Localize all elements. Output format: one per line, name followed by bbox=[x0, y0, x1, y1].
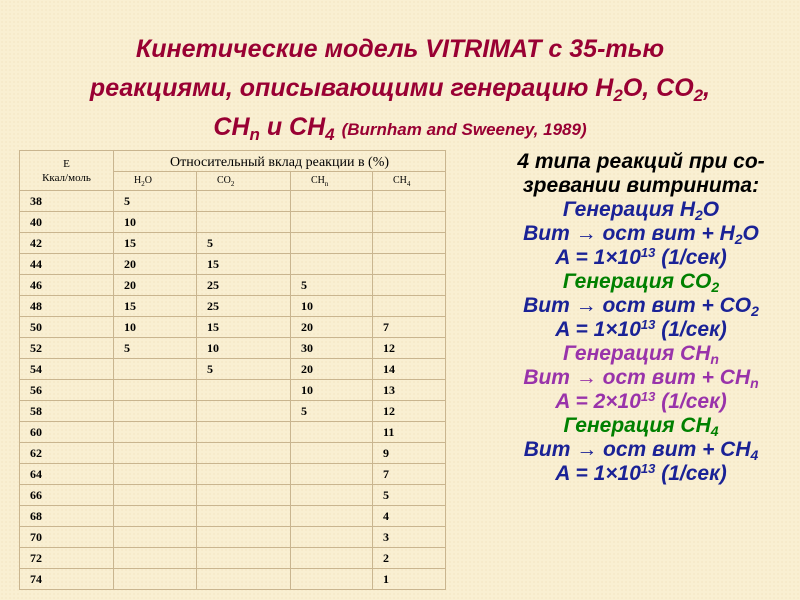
contribution-cell: 25 bbox=[197, 275, 291, 296]
table-row bbox=[20, 212, 446, 233]
contribution-cell: 10 bbox=[291, 296, 373, 317]
contribution-cell bbox=[114, 443, 197, 464]
energy-cell: 38 bbox=[20, 191, 114, 212]
contribution-cell bbox=[291, 464, 373, 485]
contribution-cell bbox=[197, 569, 291, 590]
contribution-cell: 30 bbox=[291, 338, 373, 359]
contribution-cell: 12 bbox=[373, 338, 446, 359]
contribution-cell bbox=[197, 548, 291, 569]
contribution-cell: 7 bbox=[373, 464, 446, 485]
table-row bbox=[20, 506, 446, 527]
table-row bbox=[20, 548, 446, 569]
contribution-cell: 14 bbox=[373, 359, 446, 380]
chn-reaction-equation: Вит → ост вит + $CH_n$ bbox=[523, 366, 759, 391]
contribution-cell bbox=[114, 485, 197, 506]
energy-cell: 64 bbox=[20, 464, 114, 485]
co2-generation-label: Генерация $CO_2$ bbox=[562, 270, 720, 295]
contribution-cell bbox=[291, 443, 373, 464]
contribution-cell: 5 bbox=[373, 485, 446, 506]
intro-line-2: зревании витринита: bbox=[522, 174, 760, 197]
reactions-panel bbox=[496, 150, 786, 486]
contribution-cell: 25 bbox=[197, 296, 291, 317]
table-row bbox=[20, 275, 446, 296]
co2-reaction-equation: Вит → ост вит + $CO_2$ bbox=[523, 294, 759, 319]
contribution-header: Относительный вклад реакции в (%) bbox=[114, 151, 446, 172]
table-row bbox=[20, 422, 446, 443]
contribution-cell: 15 bbox=[114, 233, 197, 254]
table-row bbox=[20, 464, 446, 485]
title-line-3: $CH_n$ и $CH_4$ (Burnham and Sweeney, 1989) bbox=[213, 113, 587, 144]
contribution-cell: 5 bbox=[114, 191, 197, 212]
contribution-cell bbox=[197, 443, 291, 464]
energy-cell: 54 bbox=[20, 359, 114, 380]
energy-cell: 62 bbox=[20, 443, 114, 464]
contribution-cell bbox=[291, 422, 373, 443]
contribution-cell: 15 bbox=[197, 254, 291, 275]
table-row bbox=[20, 233, 446, 254]
contribution-cell: 20 bbox=[291, 359, 373, 380]
contribution-cell bbox=[291, 506, 373, 527]
contribution-cell bbox=[291, 527, 373, 548]
contribution-cell bbox=[197, 527, 291, 548]
reaction-contribution-table bbox=[19, 150, 446, 590]
contribution-cell bbox=[291, 569, 373, 590]
species-header-1: $CO_2$ bbox=[197, 172, 291, 191]
contribution-cell bbox=[197, 485, 291, 506]
contribution-cell bbox=[197, 401, 291, 422]
contribution-cell: 5 bbox=[114, 338, 197, 359]
energy-cell: 74 bbox=[20, 569, 114, 590]
energy-cell: 70 bbox=[20, 527, 114, 548]
contribution-cell bbox=[291, 485, 373, 506]
contribution-cell bbox=[373, 233, 446, 254]
contribution-cell bbox=[291, 212, 373, 233]
contribution-cell: 20 bbox=[114, 275, 197, 296]
table-body bbox=[20, 191, 446, 590]
title-line-2: реакциями, описывающими генерацию $H_2O$, $CO_2$, bbox=[89, 74, 711, 105]
energy-cell: 56 bbox=[20, 380, 114, 401]
table-row bbox=[20, 485, 446, 506]
chn-generation-label: Генерация $CH_n$ bbox=[563, 342, 719, 367]
table-row bbox=[20, 254, 446, 275]
ch4-generation-label: Генерация $CH_4$ bbox=[563, 414, 719, 439]
contribution-cell: 2 bbox=[373, 548, 446, 569]
contribution-cell bbox=[373, 191, 446, 212]
contribution-cell bbox=[114, 506, 197, 527]
contribution-cell bbox=[114, 548, 197, 569]
contribution-cell bbox=[114, 569, 197, 590]
contribution-cell: 5 bbox=[291, 275, 373, 296]
energy-cell: 58 bbox=[20, 401, 114, 422]
energy-cell: 72 bbox=[20, 548, 114, 569]
chn-rate: $A = 2\times 10^{13}$ (1/сек) bbox=[555, 389, 727, 413]
contribution-cell: 15 bbox=[197, 317, 291, 338]
contribution-cell: 20 bbox=[291, 317, 373, 338]
contribution-cell bbox=[114, 527, 197, 548]
energy-cell: 44 bbox=[20, 254, 114, 275]
table-row bbox=[20, 443, 446, 464]
contribution-cell: 9 bbox=[373, 443, 446, 464]
table-row bbox=[20, 317, 446, 338]
contribution-cell: 5 bbox=[197, 359, 291, 380]
table-row bbox=[20, 569, 446, 590]
contribution-cell bbox=[114, 359, 197, 380]
contribution-cell bbox=[197, 422, 291, 443]
h2o-reaction-equation: Вит → ост вит + $H_2O$ bbox=[523, 222, 759, 247]
contribution-cell: 15 bbox=[114, 296, 197, 317]
energy-cell: 46 bbox=[20, 275, 114, 296]
contribution-cell bbox=[114, 380, 197, 401]
ch4-reaction-equation: Вит → ост вит + $CH_4$ bbox=[523, 438, 759, 463]
contribution-cell: 5 bbox=[291, 401, 373, 422]
ch4-rate: $A = 1\times 10^{13}$ (1/сек) bbox=[555, 461, 727, 485]
table-row bbox=[20, 380, 446, 401]
table-row bbox=[20, 338, 446, 359]
citation: (Burnham and Sweeney, 1989) bbox=[341, 120, 587, 139]
contribution-cell: 3 bbox=[373, 527, 446, 548]
species-header-2: $CH_n$ bbox=[291, 172, 373, 191]
energy-cell: 48 bbox=[20, 296, 114, 317]
slide-title bbox=[40, 30, 760, 149]
contribution-cell bbox=[114, 422, 197, 443]
contribution-cell bbox=[373, 275, 446, 296]
contribution-cell: 12 bbox=[373, 401, 446, 422]
contribution-cell bbox=[291, 233, 373, 254]
contribution-cell bbox=[197, 506, 291, 527]
contribution-cell bbox=[114, 464, 197, 485]
contribution-cell bbox=[373, 296, 446, 317]
energy-cell: 42 bbox=[20, 233, 114, 254]
h2o-rate: $A = 1\times 10^{13}$ (1/сек) bbox=[555, 245, 727, 269]
contribution-cell: 4 bbox=[373, 506, 446, 527]
contribution-cell bbox=[197, 191, 291, 212]
energy-cell: 68 bbox=[20, 506, 114, 527]
contribution-cell bbox=[197, 380, 291, 401]
table-row bbox=[20, 401, 446, 422]
contribution-cell: 10 bbox=[114, 317, 197, 338]
co2-rate: $A = 1\times 10^{13}$ (1/сек) bbox=[555, 317, 727, 341]
species-header-3: $CH_4$ bbox=[373, 172, 446, 191]
table-row bbox=[20, 191, 446, 212]
table-row bbox=[20, 359, 446, 380]
contribution-cell bbox=[291, 191, 373, 212]
contribution-cell: 5 bbox=[197, 233, 291, 254]
contribution-cell bbox=[291, 254, 373, 275]
contribution-cell: 1 bbox=[373, 569, 446, 590]
energy-header: E Ккал/моль bbox=[20, 151, 114, 191]
contribution-cell: 20 bbox=[114, 254, 197, 275]
contribution-cell: 10 bbox=[291, 380, 373, 401]
contribution-cell: 7 bbox=[373, 317, 446, 338]
contribution-cell: 10 bbox=[197, 338, 291, 359]
h2o-generation-label: Генерация $H_2O$ bbox=[562, 198, 720, 223]
intro-line-1: 4 типа реакций при со- bbox=[517, 150, 765, 173]
contribution-cell: 11 bbox=[373, 422, 446, 443]
species-header-0: $H_2O$ bbox=[114, 172, 197, 191]
energy-cell: 40 bbox=[20, 212, 114, 233]
contribution-cell: 10 bbox=[114, 212, 197, 233]
contribution-cell bbox=[373, 254, 446, 275]
contribution-cell bbox=[197, 212, 291, 233]
table-row bbox=[20, 296, 446, 317]
energy-cell: 60 bbox=[20, 422, 114, 443]
contribution-cell bbox=[197, 464, 291, 485]
energy-cell: 66 bbox=[20, 485, 114, 506]
contribution-cell bbox=[291, 548, 373, 569]
energy-cell: 50 bbox=[20, 317, 114, 338]
energy-cell: 52 bbox=[20, 338, 114, 359]
contribution-cell: 13 bbox=[373, 380, 446, 401]
contribution-cell bbox=[373, 212, 446, 233]
contribution-cell bbox=[114, 401, 197, 422]
table-row bbox=[20, 527, 446, 548]
title-line-1: Кинетические модель VITRIMAT с 35-тью bbox=[135, 35, 665, 63]
